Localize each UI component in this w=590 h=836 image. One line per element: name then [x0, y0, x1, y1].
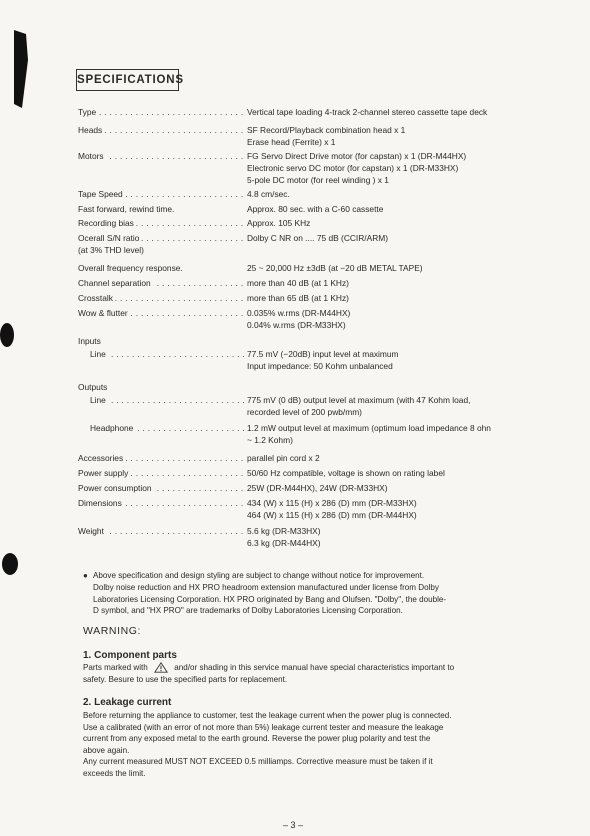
section-text: and/or shading in this service manual have special characteristics important to	[174, 663, 455, 672]
spec-value	[247, 482, 542, 494]
spec-label	[90, 422, 244, 434]
spec-value-line: 775 mV (0 dB) output level at maximum (with 47 Kohm load,	[247, 395, 471, 405]
spec-label-text: Type	[78, 107, 97, 117]
spec-label-text: Fast forward, rewind time.	[78, 204, 175, 214]
spec-label	[78, 482, 244, 494]
spec-value-line: FG Servo Direct Drive motor (for capstan) x 1 (DR-M44HX)	[247, 151, 467, 161]
bullet-icon: ●	[83, 571, 88, 580]
spec-label	[78, 335, 244, 347]
spec-value-line: Vertical tape loading 4-track 2-channel stereo cassette tape deck	[247, 107, 488, 117]
warning-heading: WARNING:	[83, 625, 142, 637]
spec-value	[247, 307, 542, 331]
spec-label	[90, 394, 244, 406]
spec-value-line: 434 (W) x 115 (H) x 286 (D) mm (DR-M33HX)	[247, 498, 417, 508]
spec-value-line: 6.3 kg (DR-M44HX)	[247, 538, 321, 548]
spec-value	[247, 525, 542, 549]
spec-value	[247, 124, 542, 148]
notes-block	[83, 570, 503, 617]
spec-label-text: Headphone	[90, 423, 134, 433]
note-line: Dolby noise reduction and HX PRO headroom extension manufactured under license from Dolby	[93, 582, 439, 592]
spec-label-text: Inputs	[78, 336, 101, 346]
spec-value-line: SF Record/Playback combination head x 1	[247, 125, 406, 135]
spec-label	[78, 277, 244, 289]
spec-label-text: Dimensions	[78, 498, 122, 508]
section-text: Parts marked with	[83, 663, 148, 672]
spec-label	[90, 348, 244, 360]
spec-value-line: 464 (W) x 115 (H) x 286 (D) mm (DR-M44HX)	[247, 510, 417, 520]
spec-label-text: Line	[90, 349, 106, 359]
section-body	[83, 662, 503, 685]
section-text: Use a calibrated (with an error of not more than 5%) leakage current tester and measure the leakage	[83, 722, 444, 732]
spec-label-text: Crosstalk	[78, 293, 113, 303]
section-heading: 2. Leakage current	[83, 697, 172, 708]
spec-value-line: 25W (DR-M44HX), 24W (DR-M33HX)	[247, 483, 388, 493]
spec-value	[247, 188, 542, 200]
spec-label-text: Power supply	[78, 468, 129, 478]
section-heading: 1. Component parts	[83, 650, 177, 661]
spec-value	[247, 217, 542, 229]
spec-label-text: Power consumption	[78, 483, 152, 493]
punch-hole	[0, 323, 14, 347]
spec-value	[247, 394, 542, 418]
spec-label	[78, 292, 244, 304]
section-text: Before returning the appliance to customer, test the leakage current when the power plug is connected.	[83, 711, 452, 720]
spec-label	[78, 188, 244, 200]
spec-value-line: parallel pin cord x 2	[247, 453, 320, 463]
spec-label	[78, 150, 244, 162]
spec-label	[78, 452, 244, 464]
spec-value-line: 5.6 kg (DR-M33HX)	[247, 526, 321, 536]
spec-value-line: 1.2 mW output level at maximum (optimum load impedance 8 ohn	[247, 423, 491, 433]
spec-value-line: 0.035% w.rms (DR-M44HX)	[247, 308, 351, 318]
spec-value-line: 5-pole DC motor (for reel winding ) x 1	[247, 175, 389, 185]
spec-label	[78, 124, 244, 136]
spec-label-text: Tape Speed	[78, 189, 123, 199]
spec-value-line: recorded level of 200 pwb/mm)	[247, 407, 362, 417]
spec-value-line: Input impedance: 50 Kohm unbalanced	[247, 361, 393, 371]
note-line: Laboratories Licensing Corporation. HX PRO originated by Bang and Olufsen. "Dolby", the double-	[93, 594, 447, 604]
spec-label	[78, 203, 244, 215]
section-text: safety. Besure to use the specified parts for replacement.	[83, 674, 288, 684]
spec-value-line: more than 65 dB (at 1 KHz)	[247, 293, 349, 303]
spec-value	[247, 203, 542, 215]
spec-value-line: Dolby C NR on .... 75 dB (CCIR/ARM)	[247, 233, 389, 243]
page-number: – 3 –	[283, 820, 304, 830]
note-line: Above specification and design styling are subject to change without notice for improvement.	[93, 571, 425, 580]
spec-label	[78, 106, 244, 118]
spec-label	[78, 497, 244, 509]
spec-value	[247, 150, 542, 186]
section-text: current from any exposed metal to the earth ground. Reverse the power plug polarity and test the	[83, 734, 431, 744]
spec-label	[78, 467, 244, 479]
spec-label	[78, 307, 244, 319]
spec-label-text: Accessories	[78, 453, 124, 463]
spec-label	[78, 262, 244, 274]
spec-label	[78, 232, 244, 244]
spec-value	[247, 467, 542, 479]
spec-value	[247, 497, 542, 521]
spec-label-text: Motors	[78, 151, 104, 161]
binding-mark-artifact	[14, 30, 36, 108]
spec-label	[78, 381, 244, 393]
spec-value	[247, 292, 542, 304]
spec-label-text: Overall frequency response.	[78, 263, 183, 273]
spec-value-line: 50/60 Hz compatible, voltage is shown on rating label	[247, 468, 445, 478]
section-text: Any current measured MUST NOT EXCEED 0.5 milliamps. Corrective measure must be taken if it	[83, 757, 433, 767]
spec-label	[78, 217, 244, 229]
spec-value	[247, 277, 542, 289]
spec-value-line: Electronic servo DC motor (for capstan) x 1 (DR-M33HX)	[247, 163, 459, 173]
spec-value-line: more than 40 dB (at 1 KHz)	[247, 278, 349, 288]
spec-label-text: Weight	[78, 526, 104, 536]
spec-label-text: Channel separation	[78, 278, 151, 288]
spec-label-note: (at 3% THD level)	[78, 245, 144, 255]
spec-label-text: Wow & flutter	[78, 308, 128, 318]
spec-label-text: Ocerall S/N ratio	[78, 233, 140, 243]
spec-value-line: Erase head (Ferrite) x 1	[247, 137, 336, 147]
spec-value	[247, 262, 542, 274]
caution-triangle-icon	[154, 662, 168, 673]
punch-hole	[2, 553, 18, 575]
spec-value	[247, 232, 542, 244]
spec-label-text: Recording bias	[78, 218, 134, 228]
spec-value	[247, 348, 542, 372]
spec-value	[247, 106, 542, 118]
section-body	[83, 710, 503, 780]
spec-label	[78, 525, 244, 537]
spec-label-text: Outputs	[78, 382, 108, 392]
spec-label-text: Heads	[78, 125, 103, 135]
spec-value-line: Approx. 105 KHz	[247, 218, 311, 228]
spec-value-line: 4.8 cm/sec.	[247, 189, 290, 199]
note-line: D symbol, and "HX PRO" are trademarks of Dolby Laboratories Licensing Corporation.	[93, 606, 403, 616]
spec-value-line: ~ 1.2 Kohm)	[247, 435, 293, 445]
section-text: above again.	[83, 745, 130, 755]
page-title: SPECIFICATIONS	[76, 69, 179, 91]
spec-value-line: Approx. 80 sec. with a C-60 cassette	[247, 204, 384, 214]
spec-value-line: 0.04% w.rms (DR-M33HX)	[247, 320, 346, 330]
spec-value	[247, 452, 542, 464]
spec-value-line: 77.5 mV (−20dB) input level at maximum	[247, 349, 399, 359]
spec-value	[247, 422, 542, 446]
section-text: exceeds the limit.	[83, 768, 146, 778]
spec-label-text: Line	[90, 395, 106, 405]
spec-value-line: 25 ~ 20,000 Hz ±3dB (at −20 dB METAL TAPE)	[247, 263, 423, 273]
